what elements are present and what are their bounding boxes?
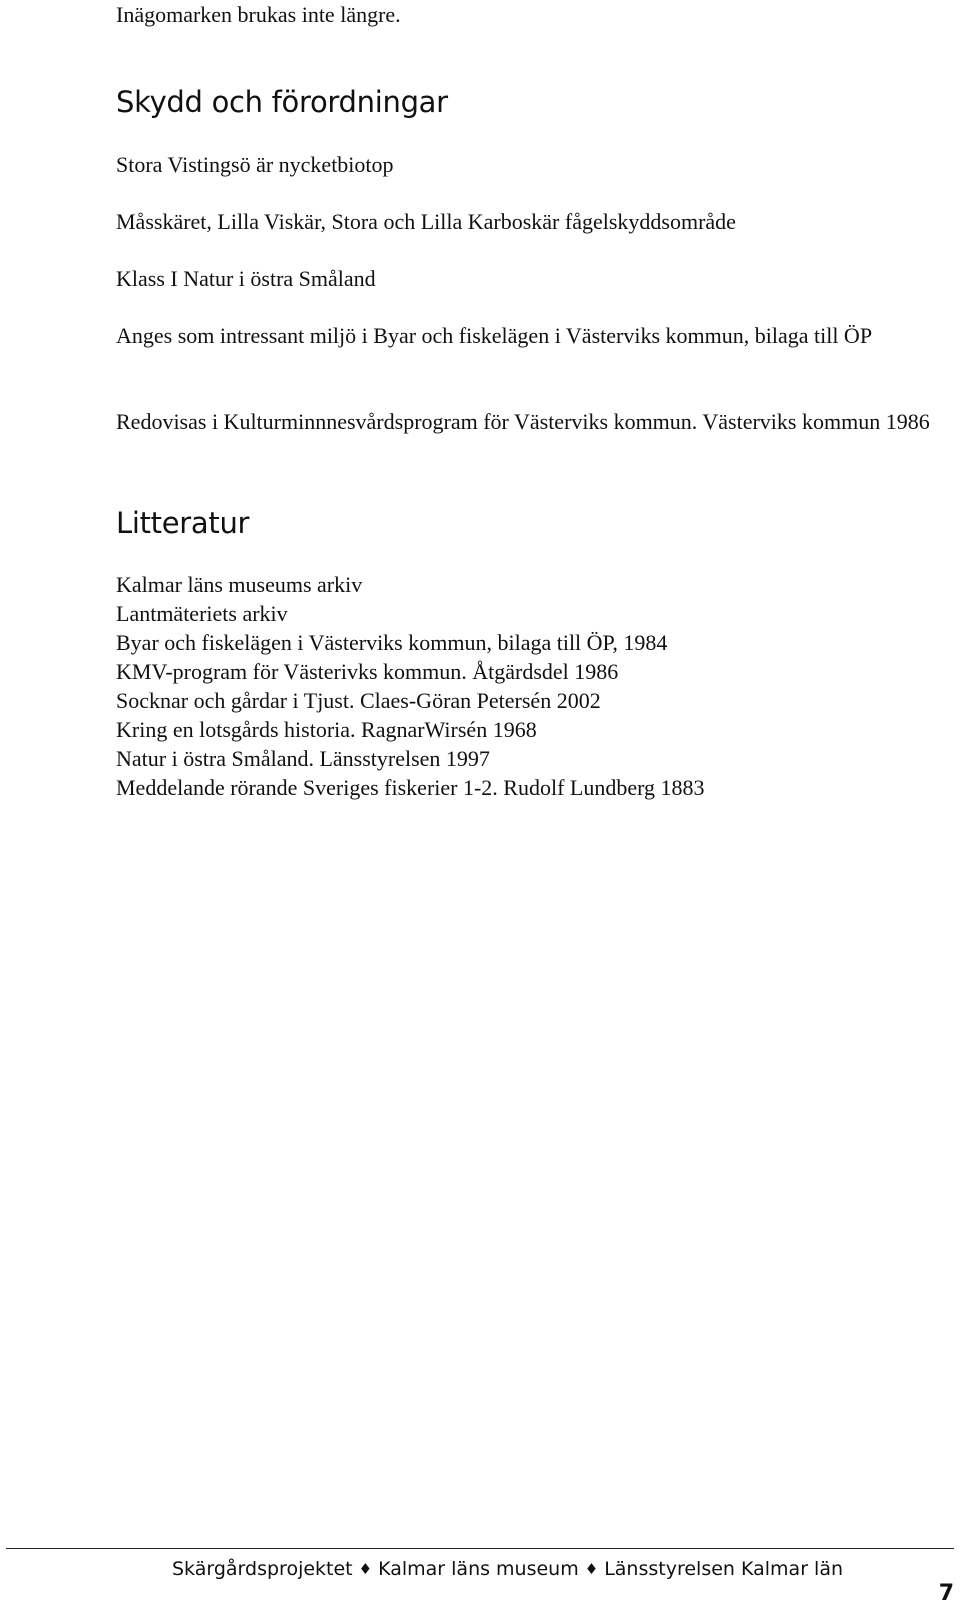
literature-item: Socknar och gårdar i Tjust. Claes-Göran Petersén 2002	[116, 688, 601, 713]
literature-item: Meddelande rörande Sveriges fiskerier 1-2. Rudolf Lundberg 1883	[116, 775, 705, 800]
intro-text: Inägomarken brukas inte längre.	[116, 2, 401, 27]
literature-item: Natur i östra Småland. Länsstyrelsen 1997	[116, 746, 490, 771]
skydd-paragraph: Måsskäret, Lilla Viskär, Stora och Lilla Karboskär fågelskyddsområde	[116, 209, 736, 234]
page-number: 7	[938, 1581, 954, 1606]
diamond-icon: ♦	[584, 1560, 599, 1578]
literature-item: Lantmäteriets arkiv	[116, 601, 288, 626]
skydd-paragraph: Anges som intressant miljö i Byar och fiskelägen i Västerviks kommun, bilaga till ÖP	[116, 323, 873, 348]
skydd-paragraph: Klass I Natur i östra Småland	[116, 266, 376, 291]
literature-list	[116, 570, 705, 802]
footer-divider	[6, 1548, 954, 1549]
literature-item: Byar och fiskelägen i Västerviks kommun, bilaga till ÖP, 1984	[116, 630, 668, 655]
footer-project: Skärgårdsprojektet	[172, 1558, 353, 1580]
footer-museum: Kalmar läns museum	[378, 1558, 579, 1580]
literature-item: KMV-program för Västerivks kommun. Åtgärdsdel 1986	[116, 659, 619, 684]
skydd-paragraph: Stora Vistingsö är nycketbiotop	[116, 152, 394, 177]
literature-item: Kring en lotsgårds historia. RagnarWirsén 1968	[116, 717, 537, 742]
literature-item: Kalmar läns museums arkiv	[116, 572, 363, 597]
footer-county-board: Länsstyrelsen Kalmar län	[604, 1558, 844, 1580]
section-heading-litteratur: Litteratur	[116, 506, 250, 540]
diamond-icon: ♦	[358, 1560, 373, 1578]
footer	[172, 1557, 843, 1582]
skydd-paragraph: Redovisas i Kulturminnnesvårdsprogram för Västerviks kommun. Västerviks kommun 1986	[116, 409, 930, 434]
section-heading-skydd: Skydd och förordningar	[116, 85, 448, 119]
